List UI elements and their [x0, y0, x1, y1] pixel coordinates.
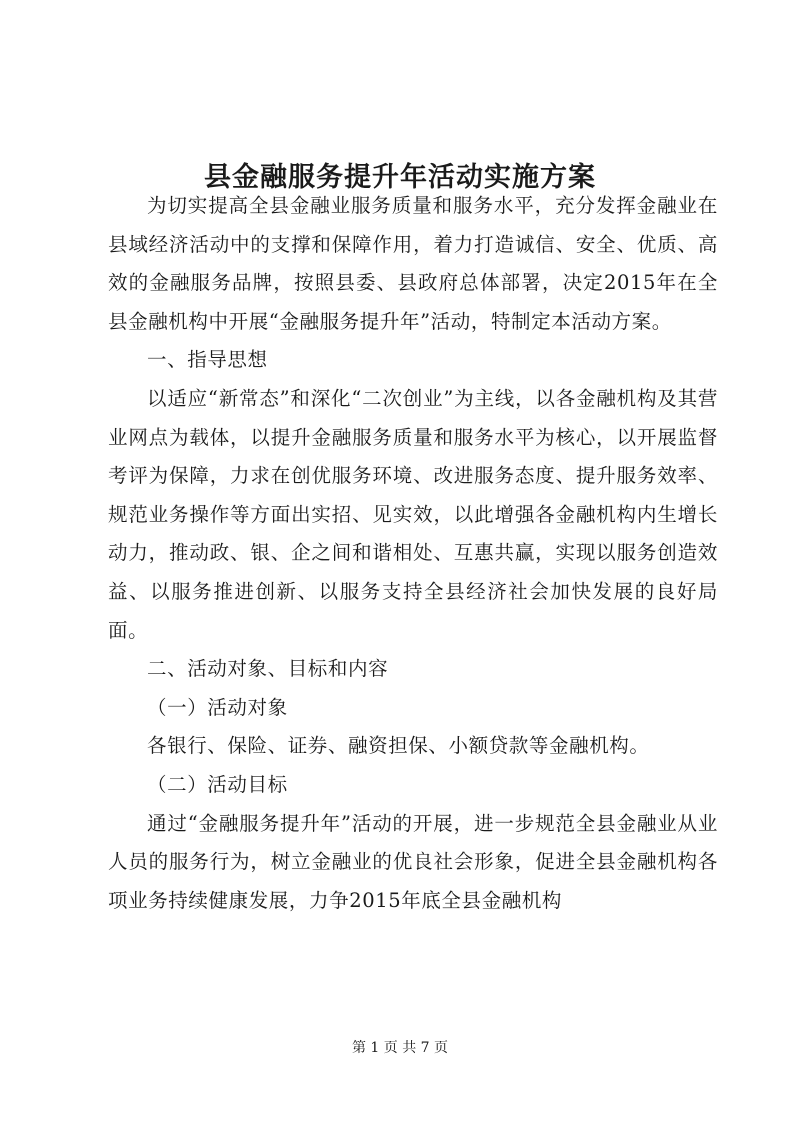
paragraph-activity-objects: 各银行、保险、证券、融资担保、小额贷款等金融机构。 [147, 734, 650, 758]
paragraph-intro: 为切实提高全县金融业服务质量和服务水平，充分发挥金融业在县域经济活动中的支撑和保障作用，着力打造诚信、安全、优质、高效的金融服务品牌，按照县委、县政府总体部署，决定2015年在全县金融机构中开展“金融服务提升年”活动，特制定本活动方案。 [108, 194, 718, 333]
subsection-heading-activity-objects: （一）活动对象 [147, 695, 288, 719]
paragraph-guiding-ideology: 以适应“新常态”和深化“二次创业”为主线，以各金融机构及其营业网点为载体，以提升金融服务质量和服务水平为核心，以开展监督考评为保障，力求在创优服务环境、改进服务态度、提升服务效率、规范业务操作等方面出实招、见实效，以此增强各金融机构内生增长动力，推动政、银、企之间和谐相处、互惠共赢，实现以服务创造效益、以服务推进创新、以服务支持全县经济社会加快发展的良好局面。 [108, 386, 718, 642]
document-title: 县金融服务提升年活动实施方案 [204, 162, 596, 194]
paragraph-activity-goals: 通过“金融服务提升年”活动的开展，进一步规范全县金融业从业人员的服务行为，树立金融业的优良社会形象，促进全县金融机构各项业务持续健康发展，力争2015年底全县金融机构 [108, 811, 718, 912]
subsection-heading-activity-goals: （二）活动目标 [147, 772, 288, 796]
document-body [108, 187, 718, 920]
page-number-footer: 第 1 页 共 7 页 [351, 1040, 449, 1056]
section-heading-guiding-ideology: 一、指导思想 [147, 348, 268, 372]
section-heading-objects-goals-content: 二、活动对象、目标和内容 [147, 657, 389, 681]
